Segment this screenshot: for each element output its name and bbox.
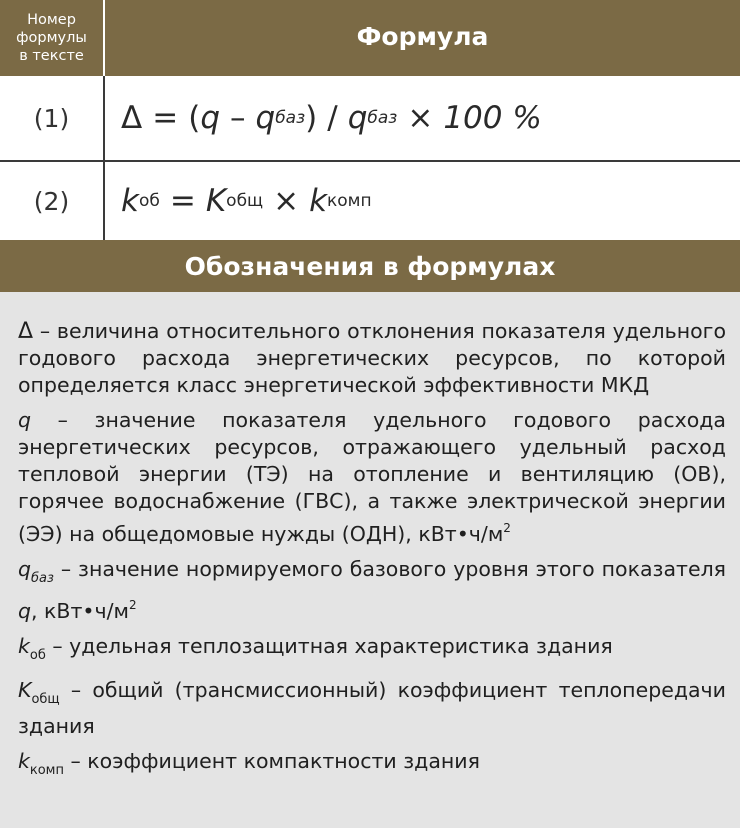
formula-paren: ( bbox=[188, 100, 201, 136]
formula-operator: = bbox=[169, 183, 196, 219]
formula-subscript: комп bbox=[327, 191, 372, 211]
legend-symbol: q bbox=[18, 557, 32, 581]
formula-expression bbox=[105, 76, 740, 160]
header-number-line: Номер bbox=[27, 12, 76, 28]
table-header bbox=[0, 0, 740, 76]
formula-symbol: k bbox=[121, 183, 139, 219]
legend-item bbox=[18, 677, 726, 740]
formula-row bbox=[0, 76, 740, 162]
formula-symbol: q bbox=[347, 100, 368, 136]
legend-subscript: об bbox=[29, 648, 46, 663]
legend-item bbox=[18, 407, 726, 548]
formula-paren: ) bbox=[305, 100, 318, 136]
legend-item bbox=[18, 633, 726, 669]
formula-symbol: q bbox=[255, 100, 276, 136]
formula-expression bbox=[105, 162, 740, 240]
legend-superscript: 2 bbox=[129, 598, 137, 612]
formula-number: (1) bbox=[0, 76, 105, 160]
formula-operator: × bbox=[273, 183, 300, 219]
legend-text: – значение нормируемого базового уровня этого показателя bbox=[53, 557, 726, 581]
legend-text: – коэффициент компактности здания bbox=[64, 749, 480, 773]
legend-superscript: 2 bbox=[503, 521, 511, 535]
header-number-line: в тексте bbox=[19, 48, 84, 64]
legend-text: – величина относительного отклонения показателя удельного годового расхода энергетических ресурсов, по которой определяется класс энергетической эффективности МКД bbox=[18, 319, 726, 397]
legend-subscript: баз bbox=[31, 571, 54, 586]
legend-title: Обозначения в формулах bbox=[0, 240, 740, 292]
legend-text: – общий (трансмиссионный) коэффициент теплопередачи здания bbox=[18, 678, 726, 738]
legend-item bbox=[18, 556, 726, 625]
header-formula-column: Формула bbox=[356, 21, 489, 51]
formula-operator: = bbox=[152, 100, 179, 136]
legend-text-tail: , кВт•ч/м bbox=[31, 599, 130, 623]
legend-variable: q bbox=[18, 599, 32, 623]
formula-row bbox=[0, 162, 740, 240]
legend-subscript: комп bbox=[29, 763, 64, 778]
legend-text: – значение показателя удельного годового расхода энергетических ресурсов, отражающего удельный расход тепловой энергии (ТЭ) на отопление и вентиляцию (ОВ), горячее водоснабжение (ГВС), а также электрической энергии (ЭЭ) на общедомовые нужды (ОДН), кВт•ч/м bbox=[18, 408, 726, 546]
formula-symbol: k bbox=[309, 183, 328, 219]
legend-text: – удельная теплозащитная характеристика здания bbox=[45, 634, 613, 658]
legend-symbol: Δ bbox=[18, 319, 34, 344]
formula-subscript: общ bbox=[226, 191, 264, 211]
formula-operator: / bbox=[327, 100, 338, 136]
legend-symbol: K bbox=[18, 678, 32, 702]
formula-operator: × bbox=[407, 100, 434, 136]
formula-subscript: баз bbox=[275, 108, 306, 128]
formula-symbol: K bbox=[205, 183, 227, 219]
legend-subscript: общ bbox=[31, 692, 60, 707]
formula-constant: 100 % bbox=[443, 100, 542, 136]
formula-symbol: Δ bbox=[121, 100, 143, 136]
legend-symbol: k bbox=[18, 749, 30, 773]
header-number-column bbox=[0, 0, 105, 76]
legend-symbol: k bbox=[18, 634, 30, 658]
legend-body bbox=[0, 292, 740, 828]
formula-subscript: баз bbox=[367, 108, 398, 128]
header-number-line: формулы bbox=[16, 30, 87, 46]
legend-symbol: q bbox=[18, 408, 32, 432]
formula-subscript: об bbox=[138, 191, 160, 211]
legend-item bbox=[18, 318, 726, 399]
formula-number: (2) bbox=[0, 162, 105, 240]
legend-item bbox=[18, 748, 726, 784]
formula-operator: – bbox=[230, 100, 246, 136]
formula-symbol: q bbox=[200, 100, 220, 136]
